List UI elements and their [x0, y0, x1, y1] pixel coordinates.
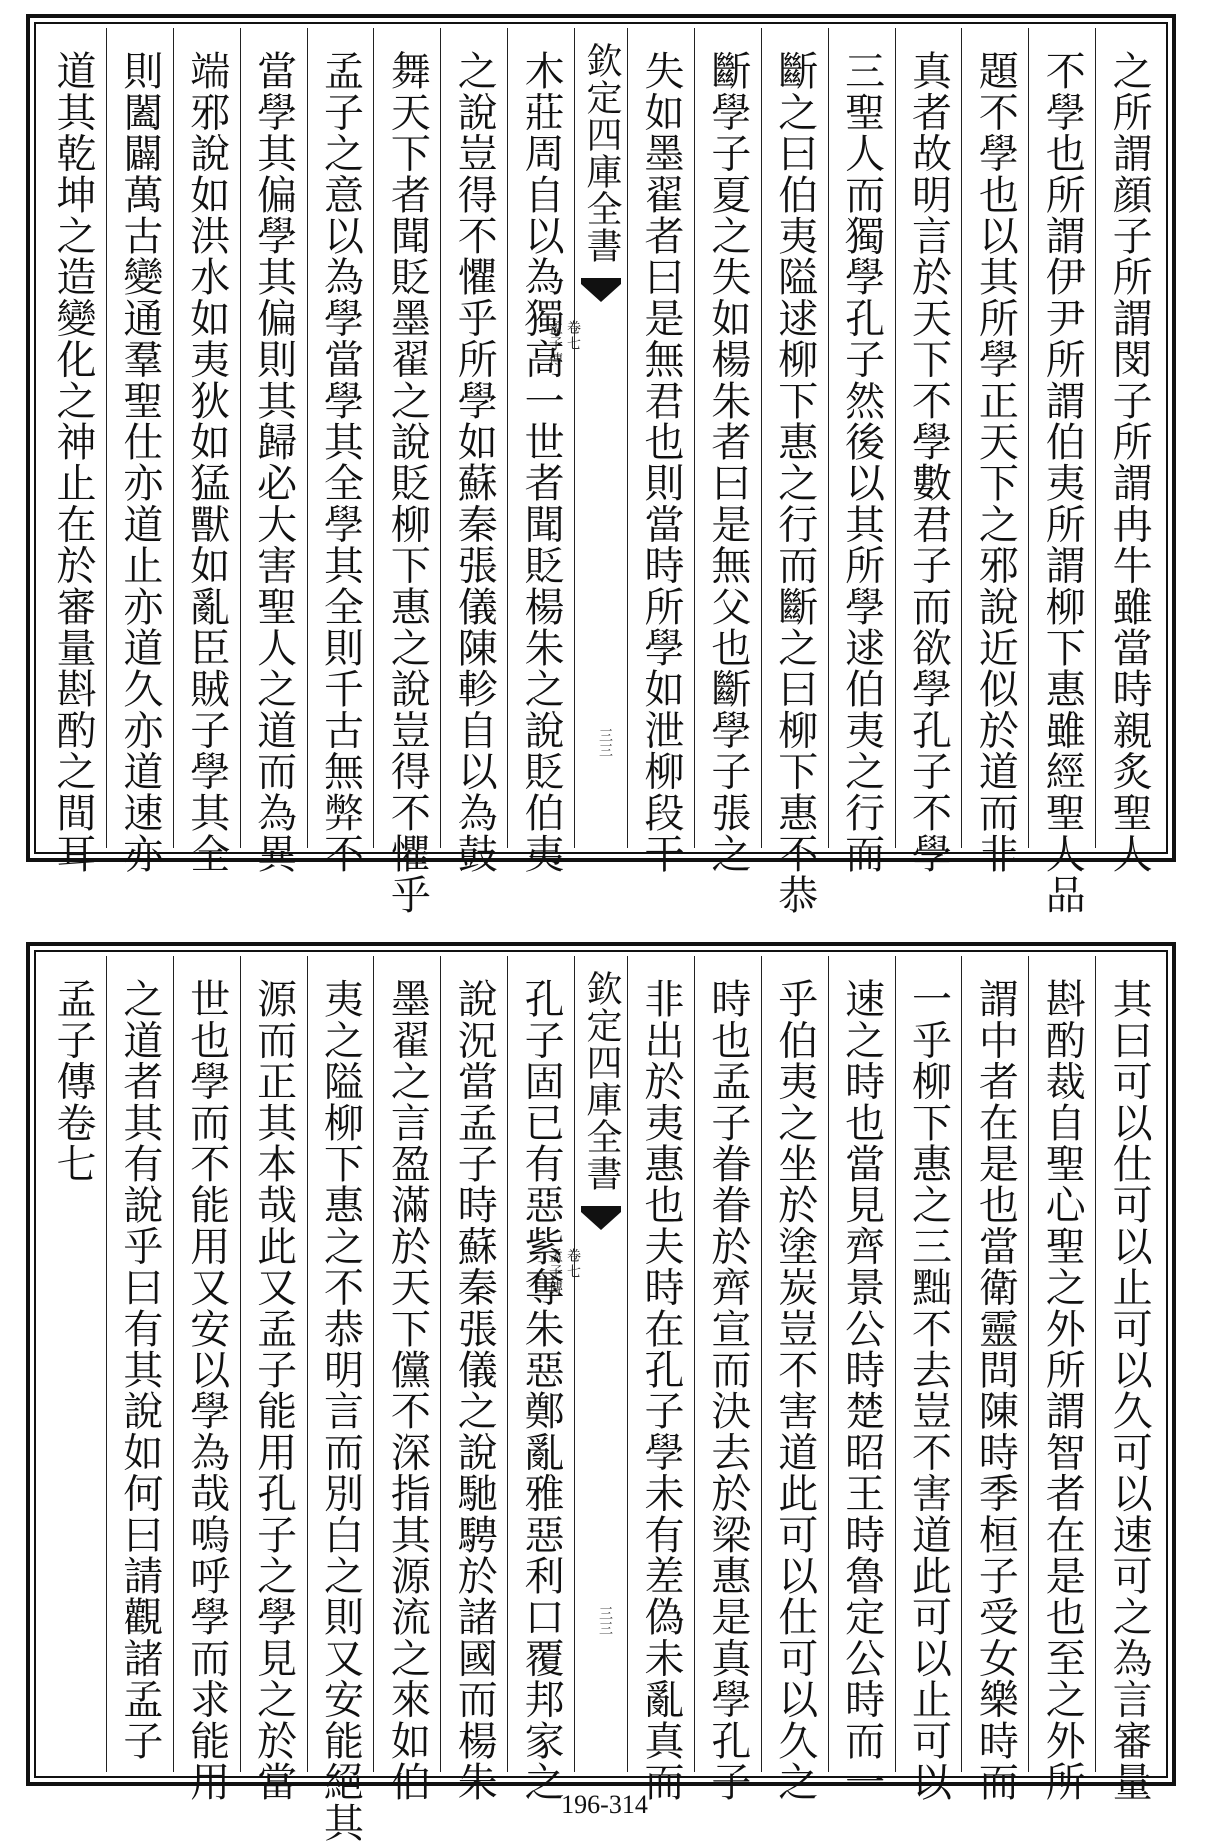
column-text: 三聖人而獨學孔子然後以其所學逑伯夷之行而	[838, 50, 885, 874]
text-column	[761, 28, 828, 916]
column-text: 乎伯夷之坐於塗炭豈不害道此可以仕可以久之	[771, 978, 818, 1802]
column-text: 舞天下者聞貶墨翟之說貶柳下惠之說豈得不懼乎	[384, 50, 431, 916]
juan-label: 卷七	[565, 1248, 581, 1280]
column-text: 謂中者在是也當衛靈問陳時季桓子受女樂時而	[972, 978, 1019, 1802]
book-title: 孟子傳	[547, 320, 563, 368]
column-text: 時也孟子眷眷於齊宣而決去於梁惠是真學孔子	[704, 978, 751, 1802]
text-column	[507, 28, 574, 874]
column-text: 端邪說如洪水如夷狄如猛獸如亂臣賊子學其全	[183, 50, 230, 874]
top-text-columns	[40, 28, 1162, 916]
column-text: 道其乾坤之造變化之神止在於審量斟酌之間耳	[49, 50, 96, 874]
text-column	[173, 956, 240, 1802]
text-column	[507, 956, 574, 1802]
text-column	[40, 28, 106, 874]
fishtail-mark-icon	[581, 1206, 621, 1232]
column-text: 孟子傳卷七	[49, 978, 96, 1184]
column-text: 夷之隘柳下惠之不恭明言而別白之則又安能絕其	[317, 978, 364, 1843]
center-title: 欽定四庫全書	[581, 970, 622, 1192]
center-title: 欽定四庫全書	[581, 42, 622, 264]
text-column	[1095, 28, 1162, 874]
text-column	[373, 956, 440, 1802]
text-column	[1028, 28, 1095, 916]
column-text: 真者故明言於天下不學數君子而欲學孔子不學	[905, 50, 952, 874]
text-column	[694, 956, 761, 1802]
book-title: 孟子傳	[547, 1248, 563, 1296]
column-text: 速之時也當見齊景公時楚昭王時魯定公時而一	[838, 978, 885, 1802]
column-text: 其曰可以仕可以止可以久可以速可之為言審量	[1106, 978, 1153, 1802]
column-text: 之說豈得不懼乎所學如蘇秦張儀陳軫自以為鼓	[451, 50, 498, 874]
text-column	[961, 956, 1028, 1802]
text-column	[373, 28, 440, 916]
column-text: 之所謂顔子所謂閔子所謂冉牛雖當時親炙聖人	[1106, 50, 1153, 874]
folio-number: 三三	[597, 1606, 613, 1636]
center-fold-column	[547, 28, 627, 848]
column-text: 墨翟之言盈滿於天下儻不深指其源流之來如伯	[384, 978, 431, 1802]
text-column	[240, 28, 307, 874]
text-column	[761, 956, 828, 1802]
text-column	[440, 28, 507, 874]
column-text: 題不學也以其所學正天下之邪說近似於道而非	[972, 50, 1019, 874]
text-column	[627, 956, 694, 1802]
text-column	[694, 28, 761, 874]
text-column	[240, 956, 307, 1802]
column-text: 孟子之意以為學當學其全學其全則千古無弊不	[317, 50, 364, 874]
column-text: 斷之曰伯夷隘逑柳下惠之行而斷之曰柳下惠不恭	[771, 50, 818, 916]
column-text: 則闔闢萬古變通羣聖仕亦道止亦道久亦道速亦	[116, 50, 163, 874]
text-column	[106, 956, 173, 1772]
column-text: 斟酌裁自聖心聖之外所謂智者在是也至之外所	[1039, 978, 1086, 1802]
column-text: 孔子固已有惡紫奪朱惡鄭亂雅惡利口覆邦家之	[518, 978, 565, 1802]
text-column	[307, 28, 374, 874]
column-text: 世也學而不能用又安以學為哉嗚呼學而求能用	[183, 978, 230, 1802]
column-text: 不學也所謂伊尹所謂伯夷所謂柳下惠雖經聖人品	[1039, 50, 1086, 916]
top-page-frame	[26, 14, 1176, 916]
column-text: 失如墨翟者曰是無君也則當時所學如泄柳段干	[637, 50, 684, 874]
column-text: 斷學子夏之失如楊朱者曰是無父也斷學子張之	[704, 50, 751, 874]
juan-label: 卷七	[565, 320, 581, 352]
text-column	[1028, 956, 1095, 1802]
column-text: 一乎柳下惠之三黜不去豈不害道此可以止可以	[905, 978, 952, 1802]
page-number: 196-314	[561, 1790, 648, 1819]
text-column	[307, 956, 374, 1843]
center-fold-column	[547, 956, 627, 1772]
column-text: 當學其偏學其偏則其歸必大害聖人之道而為異	[250, 50, 297, 874]
text-column	[440, 956, 507, 1802]
column-text: 說況當孟子時蘇秦張儀之說馳騁於諸國而楊朱	[451, 978, 498, 1802]
text-column	[895, 956, 962, 1802]
text-column	[895, 28, 962, 874]
column-text: 木莊周自以為獨高一世者聞貶楊朱之說貶伯夷	[518, 50, 565, 874]
text-column	[106, 28, 173, 874]
text-column	[627, 28, 694, 874]
text-column	[173, 28, 240, 874]
text-column	[828, 956, 895, 1802]
column-text: 源而正其本哉此又孟子能用孔子之學見之於當	[250, 978, 297, 1802]
text-column	[828, 28, 895, 874]
fishtail-mark-icon	[581, 278, 621, 304]
text-column	[40, 956, 106, 1772]
column-text: 非出於夷惠也夫時在孔子學未有差偽未亂真而	[637, 978, 684, 1802]
text-column	[961, 28, 1028, 874]
text-column	[1095, 956, 1162, 1802]
column-text: 之道者其有說乎曰有其說如何曰請觀諸孟子	[116, 978, 163, 1761]
folio-number: 三三	[597, 728, 613, 758]
